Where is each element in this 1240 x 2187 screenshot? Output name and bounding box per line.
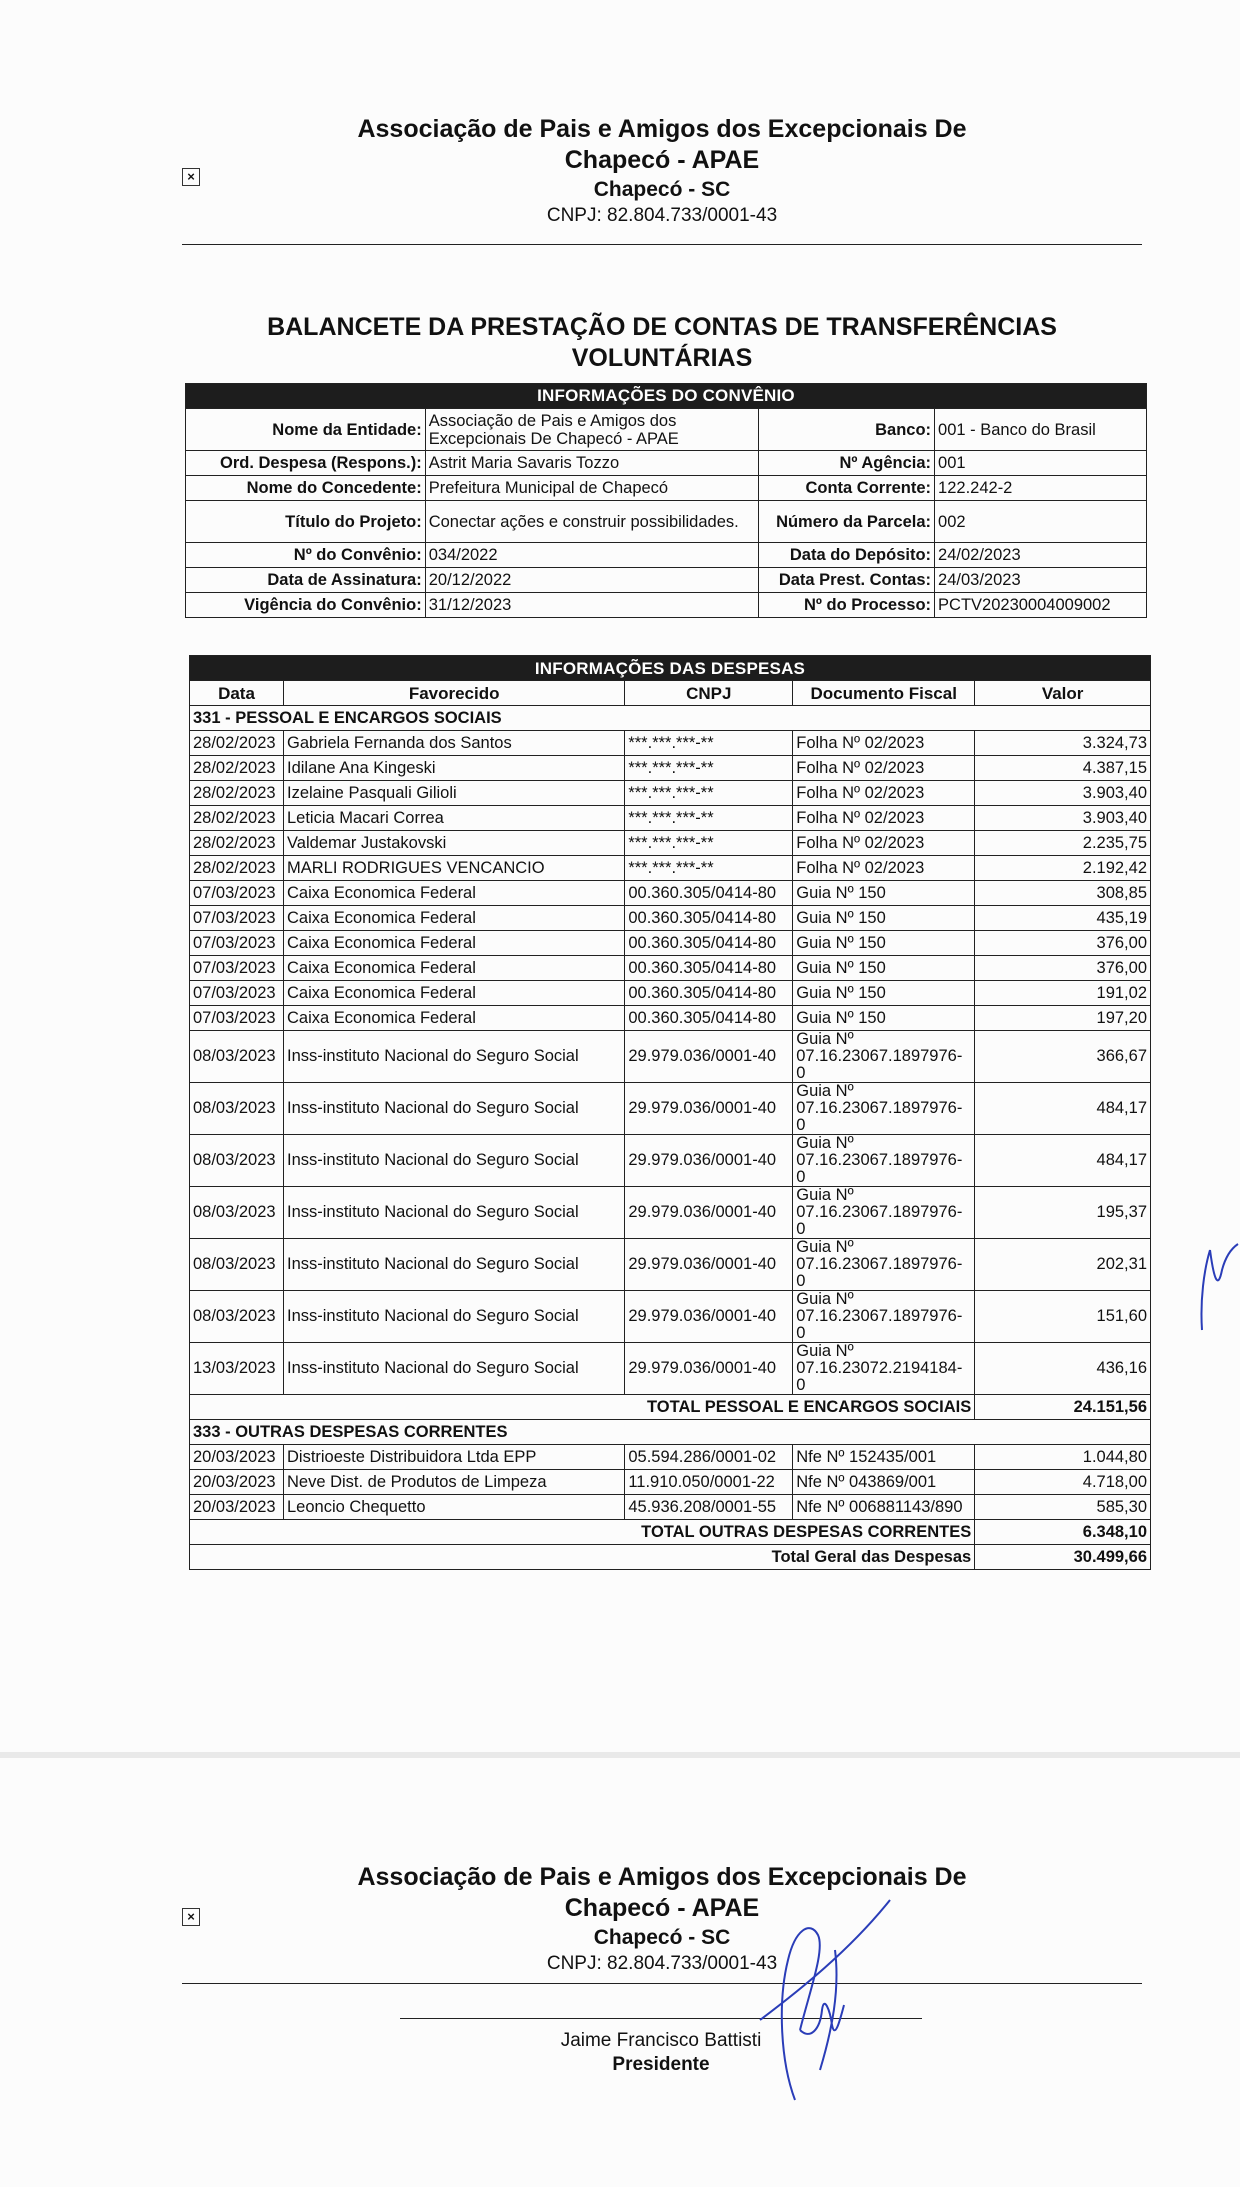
- row-favorecido: Valdemar Justakovski: [283, 831, 624, 856]
- total-row-pessoal: [190, 1395, 1151, 1420]
- row-date: 07/03/2023: [190, 881, 284, 906]
- row-valor: 484,17: [975, 1083, 1151, 1135]
- grand-total-row-label: Total Geral das Despesas: [190, 1545, 975, 1570]
- row-date: 08/03/2023: [190, 1187, 284, 1239]
- row-date: 20/03/2023: [190, 1495, 284, 1520]
- table-row: [190, 1239, 1151, 1291]
- row-valor: 4.718,00: [975, 1470, 1151, 1495]
- col-header-documento: Documento Fiscal: [793, 681, 975, 706]
- row-valor: 484,17: [975, 1135, 1151, 1187]
- row-cnpj: 05.594.286/0001-02: [625, 1445, 793, 1470]
- row-valor: 2.235,75: [975, 831, 1151, 856]
- row-favorecido: Caixa Economica Federal: [283, 1006, 624, 1031]
- conv-label: Nome da Entidade:: [186, 409, 426, 451]
- signer-name: Jaime Francisco Battisti: [560, 2030, 762, 2051]
- row-documento: Guia Nº 07.16.23067.1897976-0: [793, 1239, 975, 1291]
- row-valor: 191,02: [975, 981, 1151, 1006]
- row-date: 08/03/2023: [190, 1083, 284, 1135]
- row-valor: 376,00: [975, 956, 1151, 981]
- row-documento: Guia Nº 150: [793, 956, 975, 981]
- row-valor: 3.324,73: [975, 731, 1151, 756]
- row-valor: 2.192,42: [975, 856, 1151, 881]
- broken-image-icon: ×: [182, 1908, 200, 1926]
- row-cnpj: 29.979.036/0001-40: [625, 1343, 793, 1395]
- org-name-line1: Associação de Pais e Amigos dos Excepcionais De: [357, 115, 967, 143]
- conv-value: PCTV20230004009002: [935, 593, 1147, 618]
- conv-value: 122.242-2: [935, 476, 1147, 501]
- row-documento: Folha Nº 02/2023: [793, 831, 975, 856]
- row-cnpj: 29.979.036/0001-40: [625, 1031, 793, 1083]
- row-valor: 1.044,80: [975, 1445, 1151, 1470]
- org-cnpj: CNPJ: 82.804.733/0001-43: [546, 205, 778, 226]
- row-favorecido: MARLI RODRIGUES VENCANCIO: [283, 856, 624, 881]
- row-valor: 3.903,40: [975, 806, 1151, 831]
- row-date: 08/03/2023: [190, 1291, 284, 1343]
- table-row: [190, 1031, 1151, 1083]
- row-favorecido: Distrioeste Distribuidora Ltda EPP: [283, 1445, 624, 1470]
- row-date: 07/03/2023: [190, 981, 284, 1006]
- row-valor: 308,85: [975, 881, 1151, 906]
- row-cnpj: 00.360.305/0414-80: [625, 956, 793, 981]
- row-favorecido: Inss-instituto Nacional do Seguro Social: [283, 1187, 624, 1239]
- row-date: 08/03/2023: [190, 1239, 284, 1291]
- title-line2: VOLUNTÁRIAS: [571, 344, 753, 372]
- row-date: 07/03/2023: [190, 906, 284, 931]
- row-favorecido: Caixa Economica Federal: [283, 906, 624, 931]
- row-cnpj: 00.360.305/0414-80: [625, 1006, 793, 1031]
- table-row: [190, 881, 1151, 906]
- section-title: 333 - OUTRAS DESPESAS CORRENTES: [190, 1420, 1151, 1445]
- row-date: 28/02/2023: [190, 831, 284, 856]
- despesas-table: [189, 655, 1151, 1570]
- col-header-data: Data: [190, 681, 284, 706]
- conv-value: 31/12/2023: [425, 593, 759, 618]
- row-cnpj: ***.***.***-**: [625, 831, 793, 856]
- conv-label: Nome do Concedente:: [186, 476, 426, 501]
- row-favorecido: Inss-instituto Nacional do Seguro Social: [283, 1291, 624, 1343]
- conv-label: Número da Parcela:: [759, 501, 935, 543]
- row-documento: Guia Nº 07.16.23067.1897976-0: [793, 1135, 975, 1187]
- row-favorecido: Inss-instituto Nacional do Seguro Social: [283, 1135, 624, 1187]
- row-valor: 151,60: [975, 1291, 1151, 1343]
- total-row-outras: [190, 1520, 1151, 1545]
- conv-label: Data de Assinatura:: [186, 568, 426, 593]
- row-cnpj: 11.910.050/0001-22: [625, 1470, 793, 1495]
- row-documento: Folha Nº 02/2023: [793, 781, 975, 806]
- row-documento: Folha Nº 02/2023: [793, 856, 975, 881]
- row-favorecido: Gabriela Fernanda dos Santos: [283, 731, 624, 756]
- row-cnpj: 29.979.036/0001-40: [625, 1291, 793, 1343]
- row-favorecido: Leticia Macari Correa: [283, 806, 624, 831]
- row-documento: Nfe Nº 152435/001: [793, 1445, 975, 1470]
- convenio-table: [185, 383, 1147, 618]
- row-valor: 366,67: [975, 1031, 1151, 1083]
- table-row: [190, 1343, 1151, 1395]
- table-row: [190, 981, 1151, 1006]
- section-row: [190, 1420, 1151, 1445]
- row-documento: Guia Nº 07.16.23067.1897976-0: [793, 1031, 975, 1083]
- table-row: [190, 1470, 1151, 1495]
- row-favorecido: Inss-instituto Nacional do Seguro Social: [283, 1031, 624, 1083]
- table-row: [190, 1135, 1151, 1187]
- table-row: [190, 1495, 1151, 1520]
- row-cnpj: 45.936.208/0001-55: [625, 1495, 793, 1520]
- conv-label: Banco:: [759, 409, 935, 451]
- table-row: [190, 731, 1151, 756]
- row-cnpj: 00.360.305/0414-80: [625, 981, 793, 1006]
- conv-value: 20/12/2022: [425, 568, 759, 593]
- conv-label: Nº do Convênio:: [186, 543, 426, 568]
- table-row: [190, 1445, 1151, 1470]
- row-documento: Guia Nº 150: [793, 906, 975, 931]
- table-row: [190, 756, 1151, 781]
- row-documento: Folha Nº 02/2023: [793, 806, 975, 831]
- table-row: [190, 1006, 1151, 1031]
- row-cnpj: ***.***.***-**: [625, 756, 793, 781]
- row-favorecido: Caixa Economica Federal: [283, 956, 624, 981]
- row-documento: Guia Nº 150: [793, 881, 975, 906]
- conv-value: 034/2022: [425, 543, 759, 568]
- col-header-valor: Valor: [975, 681, 1151, 706]
- org-header-page2: [182, 1862, 1142, 1976]
- table-row: [190, 856, 1151, 881]
- row-documento: Nfe Nº 006881143/890: [793, 1495, 975, 1520]
- table-row: [190, 956, 1151, 981]
- row-valor: 376,00: [975, 931, 1151, 956]
- row-documento: Guia Nº 150: [793, 931, 975, 956]
- org-name-line2: Chapecó - APAE: [564, 1894, 760, 1922]
- row-cnpj: ***.***.***-**: [625, 781, 793, 806]
- section-title: 331 - PESSOAL E ENCARGOS SOCIAIS: [190, 706, 1151, 731]
- header-rule: [182, 244, 1142, 245]
- row-cnpj: ***.***.***-**: [625, 731, 793, 756]
- header-rule: [182, 1983, 1142, 1984]
- table-row: [190, 1291, 1151, 1343]
- row-cnpj: 29.979.036/0001-40: [625, 1135, 793, 1187]
- row-favorecido: Izelaine Pasquali Gilioli: [283, 781, 624, 806]
- org-cnpj: CNPJ: 82.804.733/0001-43: [546, 1953, 778, 1974]
- row-date: 13/03/2023: [190, 1343, 284, 1395]
- row-cnpj: 00.360.305/0414-80: [625, 906, 793, 931]
- org-name-line1: Associação de Pais e Amigos dos Excepcionais De: [357, 1863, 967, 1891]
- table-row: [190, 1187, 1151, 1239]
- row-date: 07/03/2023: [190, 1006, 284, 1031]
- row-favorecido: Caixa Economica Federal: [283, 981, 624, 1006]
- row-favorecido: Neve Dist. de Produtos de Limpeza: [283, 1470, 624, 1495]
- conv-label: Conta Corrente:: [759, 476, 935, 501]
- conv-label: Vigência do Convênio:: [186, 593, 426, 618]
- row-favorecido: Idilane Ana Kingeski: [283, 756, 624, 781]
- conv-value: Associação de Pais e Amigos dos Excepcionais De Chapecó - APAE: [425, 409, 759, 451]
- table-row: [190, 906, 1151, 931]
- conv-value: 24/03/2023: [935, 568, 1147, 593]
- conv-value: Conectar ações e construir possibilidades.: [425, 501, 759, 543]
- title-line1: BALANCETE DA PRESTAÇÃO DE CONTAS DE TRANSFERÊNCIAS: [267, 313, 1057, 341]
- row-cnpj: 00.360.305/0414-80: [625, 931, 793, 956]
- conv-label: Data do Depósito:: [759, 543, 935, 568]
- row-cnpj: 29.979.036/0001-40: [625, 1187, 793, 1239]
- row-date: 28/02/2023: [190, 731, 284, 756]
- table-row: [190, 1083, 1151, 1135]
- grand-total-row-value: 30.499,66: [975, 1545, 1151, 1570]
- table-row: [190, 806, 1151, 831]
- table-row: [190, 781, 1151, 806]
- row-date: 28/02/2023: [190, 756, 284, 781]
- col-header-favorecido: Favorecido: [283, 681, 624, 706]
- row-cnpj: 00.360.305/0414-80: [625, 881, 793, 906]
- table-row: [190, 831, 1151, 856]
- row-favorecido: Inss-instituto Nacional do Seguro Social: [283, 1083, 624, 1135]
- row-documento: Guia Nº 07.16.23072.2194184-0: [793, 1343, 975, 1395]
- convenio-band: INFORMAÇÕES DO CONVÊNIO: [186, 384, 1147, 409]
- total-row-pessoal-value: 24.151,56: [975, 1395, 1151, 1420]
- org-city: Chapecó - SC: [593, 1926, 731, 1949]
- conv-label: Ord. Despesa (Respons.):: [186, 451, 426, 476]
- row-date: 08/03/2023: [190, 1135, 284, 1187]
- total-row-pessoal-label: TOTAL PESSOAL E ENCARGOS SOCIAIS: [190, 1395, 975, 1420]
- row-valor: 197,20: [975, 1006, 1151, 1031]
- conv-value: 001: [935, 451, 1147, 476]
- col-header-cnpj: CNPJ: [625, 681, 793, 706]
- row-date: 28/02/2023: [190, 806, 284, 831]
- signer-block: [400, 2029, 922, 2077]
- row-documento: Folha Nº 02/2023: [793, 731, 975, 756]
- row-favorecido: Caixa Economica Federal: [283, 881, 624, 906]
- row-favorecido: Leoncio Chequetto: [283, 1495, 624, 1520]
- conv-value: 24/02/2023: [935, 543, 1147, 568]
- row-favorecido: Caixa Economica Federal: [283, 931, 624, 956]
- row-cnpj: 29.979.036/0001-40: [625, 1239, 793, 1291]
- conv-value: 002: [935, 501, 1147, 543]
- conv-label: Nº do Processo:: [759, 593, 935, 618]
- table-row: [190, 931, 1151, 956]
- row-valor: 195,37: [975, 1187, 1151, 1239]
- row-cnpj: ***.***.***-**: [625, 856, 793, 881]
- despesas-band: INFORMAÇÕES DAS DESPESAS: [190, 656, 1151, 681]
- row-valor: 436,16: [975, 1343, 1151, 1395]
- document-title: [182, 312, 1142, 374]
- total-row-outras-label: TOTAL OUTRAS DESPESAS CORRENTES: [190, 1520, 975, 1545]
- conv-value: 001 - Banco do Brasil: [935, 409, 1147, 451]
- conv-label: Título do Projeto:: [186, 501, 426, 543]
- org-city: Chapecó - SC: [593, 178, 731, 201]
- row-cnpj: ***.***.***-**: [625, 806, 793, 831]
- signer-role: Presidente: [612, 2054, 710, 2075]
- conv-label: Data Prest. Contas:: [759, 568, 935, 593]
- row-cnpj: 29.979.036/0001-40: [625, 1083, 793, 1135]
- row-valor: 3.903,40: [975, 781, 1151, 806]
- row-valor: 4.387,15: [975, 756, 1151, 781]
- signature-line: [400, 2018, 922, 2019]
- grand-total-row: [190, 1545, 1151, 1570]
- broken-image-icon: ×: [182, 168, 200, 186]
- row-documento: Guia Nº 150: [793, 981, 975, 1006]
- row-date: 07/03/2023: [190, 956, 284, 981]
- row-valor: 202,31: [975, 1239, 1151, 1291]
- row-favorecido: Inss-instituto Nacional do Seguro Social: [283, 1239, 624, 1291]
- row-date: 07/03/2023: [190, 931, 284, 956]
- row-valor: 585,30: [975, 1495, 1151, 1520]
- conv-value: Prefeitura Municipal de Chapecó: [425, 476, 759, 501]
- despesas-body: [190, 706, 1151, 1570]
- conv-label: Nº Agência:: [759, 451, 935, 476]
- row-date: 20/03/2023: [190, 1470, 284, 1495]
- row-date: 08/03/2023: [190, 1031, 284, 1083]
- row-documento: Guia Nº 150: [793, 1006, 975, 1031]
- row-documento: Guia Nº 07.16.23067.1897976-0: [793, 1187, 975, 1239]
- org-name-line2: Chapecó - APAE: [564, 146, 760, 174]
- org-header: [182, 114, 1142, 228]
- row-documento: Guia Nº 07.16.23067.1897976-0: [793, 1083, 975, 1135]
- total-row-outras-value: 6.348,10: [975, 1520, 1151, 1545]
- row-date: 28/02/2023: [190, 781, 284, 806]
- conv-value: Astrit Maria Savaris Tozzo: [425, 451, 759, 476]
- row-documento: Nfe Nº 043869/001: [793, 1470, 975, 1495]
- row-favorecido: Inss-instituto Nacional do Seguro Social: [283, 1343, 624, 1395]
- row-valor: 435,19: [975, 906, 1151, 931]
- row-documento: Folha Nº 02/2023: [793, 756, 975, 781]
- row-date: 20/03/2023: [190, 1445, 284, 1470]
- row-date: 28/02/2023: [190, 856, 284, 881]
- row-documento: Guia Nº 07.16.23067.1897976-0: [793, 1291, 975, 1343]
